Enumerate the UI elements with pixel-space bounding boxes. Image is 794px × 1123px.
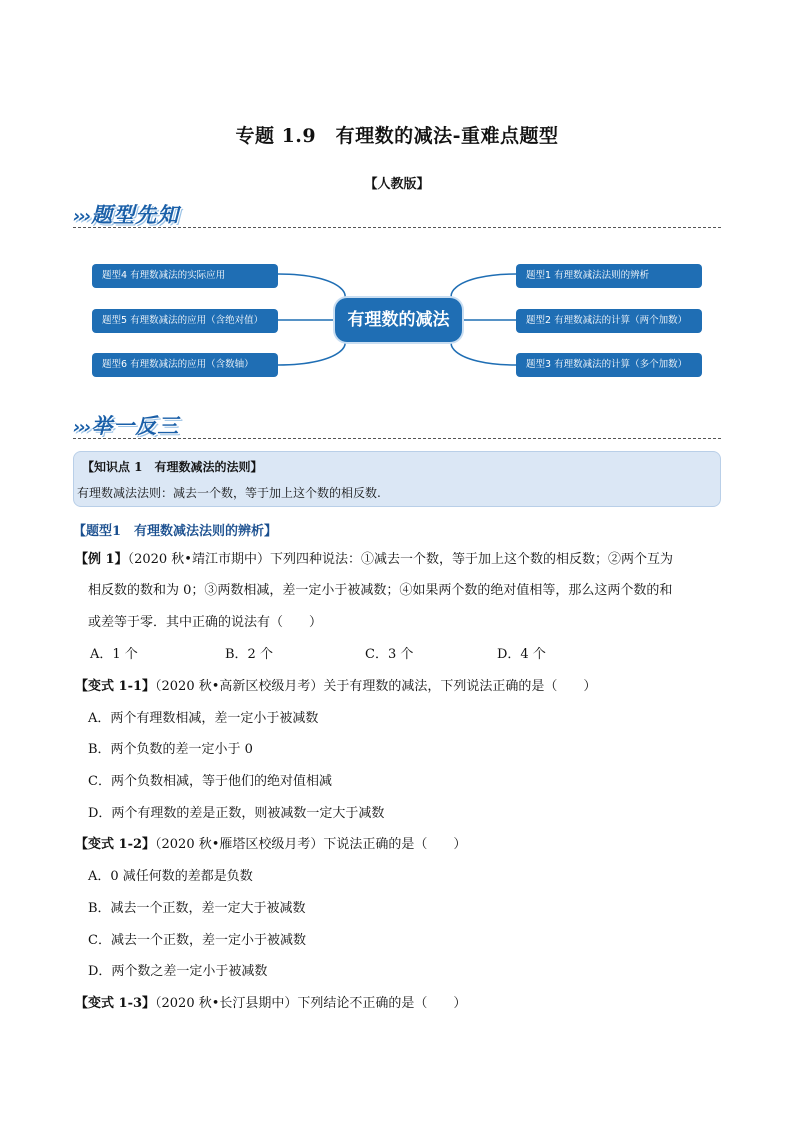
- variant-1-2-option-b: B．减去一个正数，差一定大于被减数: [88, 901, 306, 916]
- variant-1-2-option-a: A．0 减任何数的差都是负数: [88, 869, 253, 884]
- variant-label: 【变式 1-3】: [75, 996, 156, 1011]
- variant-1-2-option-d: D．两个数之差一定小于被减数: [88, 964, 268, 979]
- divider: [73, 227, 721, 228]
- variant-label: 【变式 1-2】: [75, 837, 156, 852]
- example1-line2: 相反数的数和为 0；③两数相减，差一定小于被减数；④如果两个数的绝对值相等，那么这两个数的和: [88, 583, 673, 598]
- variant-1-3-stem: [75, 996, 466, 1012]
- variant-1-1-stem: [75, 679, 596, 695]
- banner-arrows-icon: ›››: [73, 206, 90, 227]
- mindmap-node-type6: 题型6 有理数减法的应用（含数轴）: [92, 353, 278, 377]
- mindmap-node-type1: 题型1 有理数减法法则的辨析: [516, 264, 702, 288]
- variant-text: （2020 秋•高新区校级月考）关于有理数的减法，下列说法正确的是（ ）: [155, 679, 597, 694]
- edition-label: 【人教版】: [364, 177, 430, 192]
- knowledge-text: 有理数减法法则：减去一个数，等于加上这个数的相反数.: [77, 486, 381, 500]
- mindmap-node-type5: 题型5 有理数减法的应用（含绝对值）: [92, 309, 278, 333]
- example1-line1: [75, 552, 673, 568]
- variant-1-1-option-c: C．两个负数相减，等于他们的绝对值相减: [88, 774, 332, 789]
- variant-text: （2020 秋•雁塔区校级月考）下说法正确的是（ ）: [155, 837, 467, 852]
- knowledge-title: 【知识点 1 有理数减法的法则】: [82, 460, 263, 474]
- banner-arrows-icon: ›››: [73, 417, 90, 438]
- variant-1-1-option-b: B．两个负数的差一定小于 0: [88, 742, 253, 757]
- banner-text: 举一反三: [91, 414, 180, 438]
- option-d: D．4 个: [497, 647, 546, 662]
- example1-options: [90, 647, 690, 663]
- mindmap-node-type4: 题型4 有理数减法的实际应用: [92, 264, 278, 288]
- question-type-heading: 【题型1 有理数减法法则的辨析】: [73, 524, 278, 539]
- page-title: 专题 1.9 有理数的减法-重难点题型: [235, 125, 559, 147]
- variant-1-2-option-c: C．减去一个正数，差一定小于被减数: [88, 933, 306, 948]
- variant-text: （2020 秋•长汀县期中）下列结论不正确的是（ ）: [155, 996, 467, 1011]
- example1-line3: 或差等于零．其中正确的说法有（ ）: [88, 615, 323, 630]
- example-label: 【例 1】: [75, 552, 128, 567]
- variant-1-1-option-d: D．两个有理数的差是正数，则被减数一定大于减数: [88, 806, 385, 821]
- example-text: （2020 秋•靖江市期中）下列四种说法：①减去一个数，等于加上这个数的相反数；②两个互为: [127, 552, 673, 567]
- option-b: B．2 个: [225, 647, 273, 662]
- mindmap-node-type2: 题型2 有理数减法的计算（两个加数）: [516, 309, 702, 333]
- option-c: C．3 个: [365, 647, 414, 662]
- banner-practice: [73, 410, 179, 440]
- divider: [73, 438, 721, 439]
- option-a: A．1 个: [90, 647, 138, 662]
- variant-label: 【变式 1-1】: [75, 679, 156, 694]
- mindmap-center: 有理数的减法: [335, 298, 462, 342]
- banner-question-types: [73, 199, 179, 229]
- variant-1-1-option-a: A．两个有理数相减，差一定小于被减数: [88, 711, 319, 726]
- banner-text: 题型先知: [91, 203, 180, 227]
- variant-1-2-stem: [75, 837, 466, 853]
- mindmap-node-type3: 题型3 有理数减法的计算（多个加数）: [516, 353, 702, 377]
